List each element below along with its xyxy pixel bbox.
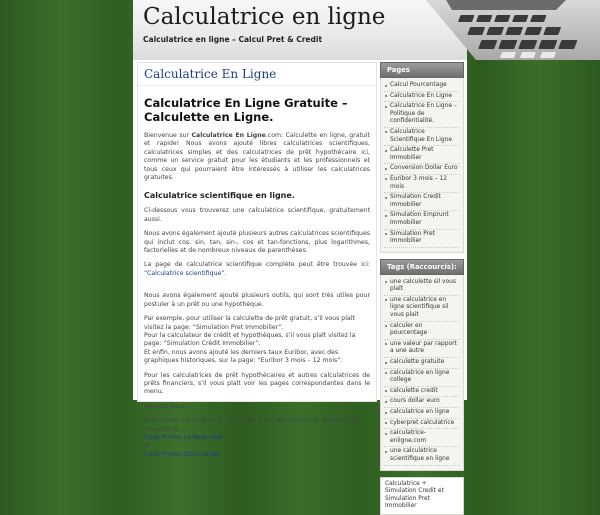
sidebar-tag-link[interactable]: une calculatrice en ligne scientifique sil vous plait [390, 296, 449, 319]
site-title[interactable]: Calculatrice en ligne [143, 4, 386, 30]
sidebar-page-link[interactable]: Calculatrice Scientifique En Ligne [390, 128, 452, 143]
sidebar-page-item [384, 230, 460, 248]
sidebar-page-item [384, 102, 460, 128]
example-credit-text: Pour la calculateur de crédit et hypothèques, s’il vous plaît visitez la page: “Simulation Crédit Immobilier”. [144, 331, 356, 348]
pages-widget [380, 78, 464, 253]
sidebar-page-link[interactable]: Simulation Emprunt Immobilier [390, 212, 449, 226]
intro-site-name: Calculatrice En Ligne [191, 132, 266, 139]
tags-widget [380, 275, 464, 471]
sidebar-tag-item [384, 397, 460, 408]
site-description: Calculatrice en ligne – Calcul Pret & Credit [143, 35, 323, 44]
sidebar-tag-item [384, 387, 460, 398]
intro-paragraph [144, 132, 370, 182]
tags-widget-title: Tags (Raccourcis): [380, 259, 464, 275]
article-heading: Calculatrice En Ligne Gratuite – Calculette en Ligne. [144, 96, 348, 124]
tags-list [384, 278, 460, 466]
scientific-paragraph: Ci-dessous vous trouverez une calculatrice scientifique, gratuitement aussi. [144, 207, 370, 223]
cdiscount-promo-link[interactable]: Code Promo CDiscount [144, 450, 215, 458]
sidebar-page-link[interactable]: Euribor 3 mois – 12 mois [390, 175, 448, 190]
scientific-link-suffix: ”. [221, 269, 227, 277]
sidebar-tag-link[interactable]: calculette credit [390, 387, 438, 394]
sidebar-tag-link[interactable]: cyberpret calculatrice [390, 419, 455, 426]
functions-paragraph: Nous avons également ajouté plusieurs autres calculatrices scientifiques qui inclut cos, sin, tan, sin-, cos et tan-fonctions, plus logarithmes, factorielles et de nombreux niveaux de parenthèses. [144, 230, 370, 255]
scientific-calculator-link[interactable]: Calculatrice scientifique [147, 269, 222, 277]
sidebar-tag-link[interactable]: calculer en pourcentage [390, 322, 428, 337]
sidebar-page-link[interactable]: Calculette Pret Immobilier [390, 147, 434, 161]
sidebar-page-item [384, 81, 460, 92]
sidebar-tag-item [384, 296, 460, 322]
sidebar-page-link[interactable]: Calculatrice En Ligne [390, 92, 453, 99]
intro-text-start: Bienvenue sur [144, 132, 192, 139]
tools-paragraph: Nous avons également ajouté plusieurs outils, qui sont très utiles pour postuler à un prêt ou une hypothèque. [144, 292, 370, 308]
sidebar-footer-text: Calculatrice + Simulation Credit et Simulation Pret Immobilier [380, 477, 464, 515]
intro-text-end: .com: Calculette en ligne, gratuit et rapide! Nous avons ajouté libres calculatrices scientifiques, calculatrices simples et des calculatrices de prêt hypothécaire ici, comme un service gratuit pour les étudiants et les professionnels et tous ceux qui pourraient être intéressés à utiliser les calculatrices gratuites. [144, 132, 370, 182]
sidebar-page-item [384, 211, 460, 229]
sidebar-page-link[interactable]: Calcul Pourcentage [390, 82, 447, 88]
sidebar-page-item [384, 164, 460, 175]
coupons-paragraph [144, 417, 370, 459]
sidebar-page-item [384, 128, 460, 146]
sidebar-page-item [384, 146, 460, 164]
sidebar-tag-item [384, 419, 460, 430]
sidebar-tag-item [384, 322, 460, 340]
example-loan-text: Par exemple, pour utiliser la calculette de prêt gratuit, s’il vous plaît visitez la page: “Simulation Pret Immobilier”. [144, 315, 355, 331]
coupons-text: Économisez de l’argent à Laredoute.fr et Cdiscount.com. Obtenez vos coupons ici: [144, 417, 361, 433]
sidebar-tag-item [384, 429, 460, 447]
scientific-link-paragraph [144, 261, 370, 278]
laredoute-promo-link[interactable]: Code Promo La Redoute [144, 433, 219, 441]
external-link-icon: ⧉ [218, 434, 222, 441]
sidebar-tag-item [384, 340, 460, 358]
sidebar-page-link[interactable]: Simulation Pret Immobilier [390, 230, 435, 245]
calculator-header-image [416, 0, 600, 60]
sidebar-tag-link[interactable]: une calculatrice scientifique en ligne [390, 448, 450, 462]
sidebar-tag-item [384, 369, 460, 387]
sidebar-tag-item [384, 408, 460, 419]
sidebar-tag-link[interactable]: calculette gratuite [390, 359, 445, 366]
sidebar-tag-link[interactable]: calculatrice en ligne college [390, 369, 450, 384]
article-body [138, 86, 376, 459]
sidebar-tag-link[interactable]: calculatrice-enligne.com [390, 430, 427, 444]
sidebar-tag-item [384, 358, 460, 369]
mortgage-paragraph: Pour les calculatrices de prêt hypothécaires et autres calculatrices de prêts financiers, s’il vous plaît voir les pages correspondantes dans le menu. [144, 371, 370, 396]
sidebar-page-item [384, 175, 460, 193]
sidebar-tag-item [384, 278, 460, 296]
sidebar-page-link[interactable]: Conversion Dollar Euro [390, 165, 458, 172]
sidebar-tag-item [384, 447, 460, 465]
pages-list [384, 81, 460, 248]
sidebar-page-item [384, 193, 460, 211]
fun-paragraph: Amusez-vous! [144, 402, 188, 410]
sidebar [380, 62, 464, 510]
sidebar-tag-link[interactable]: calculatrice en ligne [390, 409, 450, 415]
sidebar-tag-link[interactable]: cours dollar euro [390, 398, 440, 405]
examples-paragraph [144, 315, 370, 365]
promo-and-text: et [144, 442, 151, 450]
sidebar-tag-link[interactable]: une valeur par rapport a une autre [390, 340, 457, 355]
main-content-panel [137, 62, 377, 458]
site-header [133, 0, 467, 60]
scientific-link-prefix: La page de calculatrice scientifique complète peut être trouvée ici: “ [144, 261, 370, 277]
page-title[interactable]: Calculatrice En Ligne [138, 63, 376, 86]
sidebar-page-item [384, 92, 460, 103]
sidebar-page-link[interactable]: Simulation Credit immobilier [390, 194, 441, 208]
external-link-icon: ⧉ [214, 451, 219, 458]
scientific-heading: Calculatrice scientifique en ligne. [144, 191, 295, 201]
example-euribor-text: Et enfin, nous avons ajouté les derniers taux Euribor, avec des graphiques historiques, sur la page: “Euribor 3 mois – 12 mois”. [144, 348, 343, 365]
pages-widget-title: Pages [380, 62, 464, 78]
sidebar-tag-link[interactable]: une calculette sil vous plaît [390, 278, 456, 293]
sidebar-page-link[interactable]: Calculatrice En Ligne – Politique de confidentialité. [390, 103, 457, 125]
